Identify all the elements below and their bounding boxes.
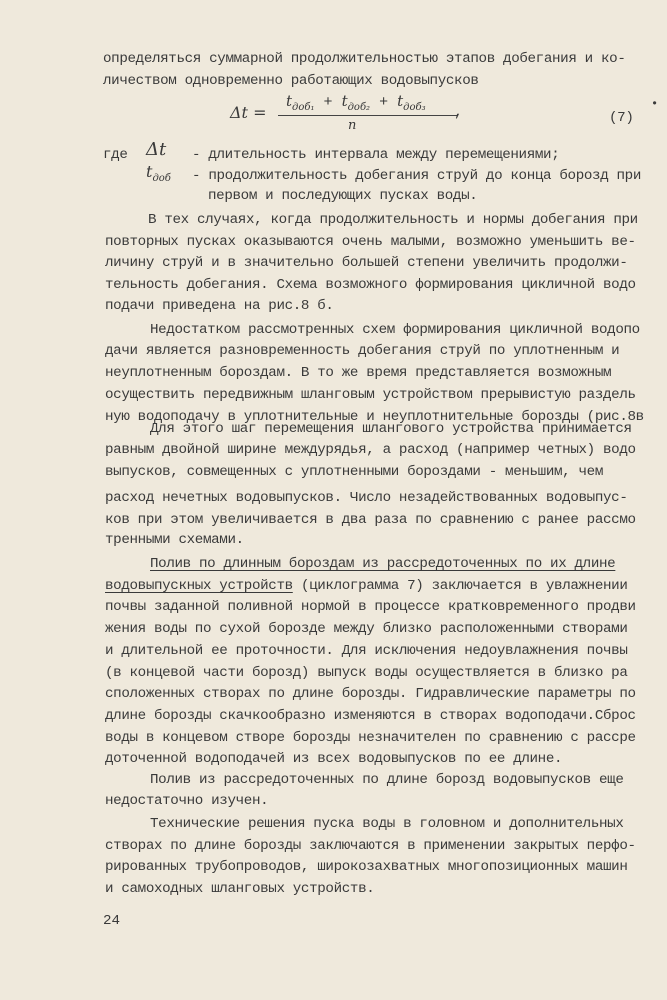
text-line: жения воды по сухой борозде между близко расположенными створами: [105, 621, 628, 637]
text-line: Технические решения пуска воды в головном и дополнительных: [150, 816, 624, 832]
text-line: В тех случаях, когда продолжительность и нормы добегания при: [148, 212, 638, 228]
formula-7: [230, 92, 480, 138]
text-line: Недостатком рассмотренных схем формирования цикличной водопо: [150, 322, 640, 338]
text-line: длине борозды скачкообразно изменяются в створах водоподачи.Сброс: [105, 708, 636, 724]
text-line: подачи приведена на рис.8 б.: [105, 298, 334, 314]
text-line: - продолжительность добегания струй до конца борозд при: [192, 168, 642, 184]
text-line: расход нечетных водовыпусков. Число незадействованных водовыпус-: [105, 490, 628, 506]
text-line: и длительной ее проточности. Для исключения недоувлажнения почвы: [105, 643, 628, 659]
text-line: первом и последующих пусках воды.: [208, 188, 478, 204]
text-line: почвы заданной поливной нормой в процессе кратковременного продви: [105, 599, 636, 615]
text-line: водовыпускных устройств (циклограмма 7) заключается в увлажнении: [105, 578, 628, 594]
text-line: тельность добегания. Схема возможного формирования цикличной водо: [105, 277, 636, 293]
ink-dot: •: [651, 97, 659, 111]
text-line: личеством одновременно работающих водовыпусков: [103, 73, 479, 89]
text-line: повторных пусках оказываются очень малыми, возможно уменьшить ве-: [105, 234, 636, 250]
text-line: рированных трубопроводов, широкозахватных многопозиционных машин: [105, 859, 628, 875]
text-line: воды в концевом створе борозды незначителен по сравнению с рассре: [105, 730, 636, 746]
text-line: (в концевой части борозд) выпуск воды осуществляется в близко ра: [105, 665, 628, 681]
formula-denominator: n: [348, 118, 357, 133]
text-line: ную водоподачу в уплотнительные и неуплотнительные борозды (рис.8в: [105, 409, 644, 425]
delta-t-symbol: Δt: [146, 139, 167, 160]
text-line: доточенной водоподачей из всех водовыпусков по ее длине.: [105, 751, 563, 767]
text-line: тренными схемами.: [105, 532, 244, 548]
text-line: сположенных створах по длине борозды. Гидравлические параметры по: [105, 686, 636, 702]
section-heading-underlined: водовыпускных устройств: [105, 578, 293, 594]
t-dob-symbol: $t_{доб}$: [146, 162, 171, 185]
text-line: ков при этом увеличивается в два раза по сравнению с ранее рассмо: [105, 512, 636, 528]
formula-number: (7): [609, 110, 634, 126]
text-line: створах по длине борозды заключаются в применении закрытых перфо-: [105, 838, 636, 854]
text-line: где: [103, 147, 128, 163]
text-line: - длительность интервала между перемещениями;: [192, 147, 560, 163]
text-line: дачи является разновременность добегания струй по уплотненным и: [105, 343, 620, 359]
text-line: и самоходных шланговых устройств.: [105, 881, 375, 897]
text-line: Для этого шаг перемещения шлангового устройства принимается: [150, 421, 632, 437]
text-line: определяться суммарной продолжительностью этапов добегания и ко-: [103, 51, 626, 67]
formula-numerator: $t_{доб_1} + t_{доб_2} + t_{доб_3}$: [286, 92, 426, 113]
text-line: выпусков, совмещенных с уплотненными бороздами - меньшим, чем: [105, 464, 603, 480]
text-line: неуплотненным бороздам. В то же время представляется возможным: [105, 365, 612, 381]
text-line: личину струй и в значительно большей степени увеличить продолжи-: [105, 255, 628, 271]
formula-comma: ,: [454, 104, 464, 121]
text-line: недостаточно изучен.: [105, 793, 269, 809]
fraction-bar: [278, 115, 458, 116]
text-line: равным двойной ширине междурядья, а расход (например четных) водо: [105, 442, 636, 458]
formula-lhs: Δt =: [230, 103, 267, 122]
section-heading-line: Полив по длинным бороздам из рассредоточенных по их длине: [150, 556, 616, 572]
text-line: осуществить передвижным шланговым устройством прерывистую раздель: [105, 387, 636, 403]
text-line: Полив из рассредоточенных по длине борозд водовыпусков еще: [150, 772, 624, 788]
page-number: 24: [103, 913, 121, 929]
